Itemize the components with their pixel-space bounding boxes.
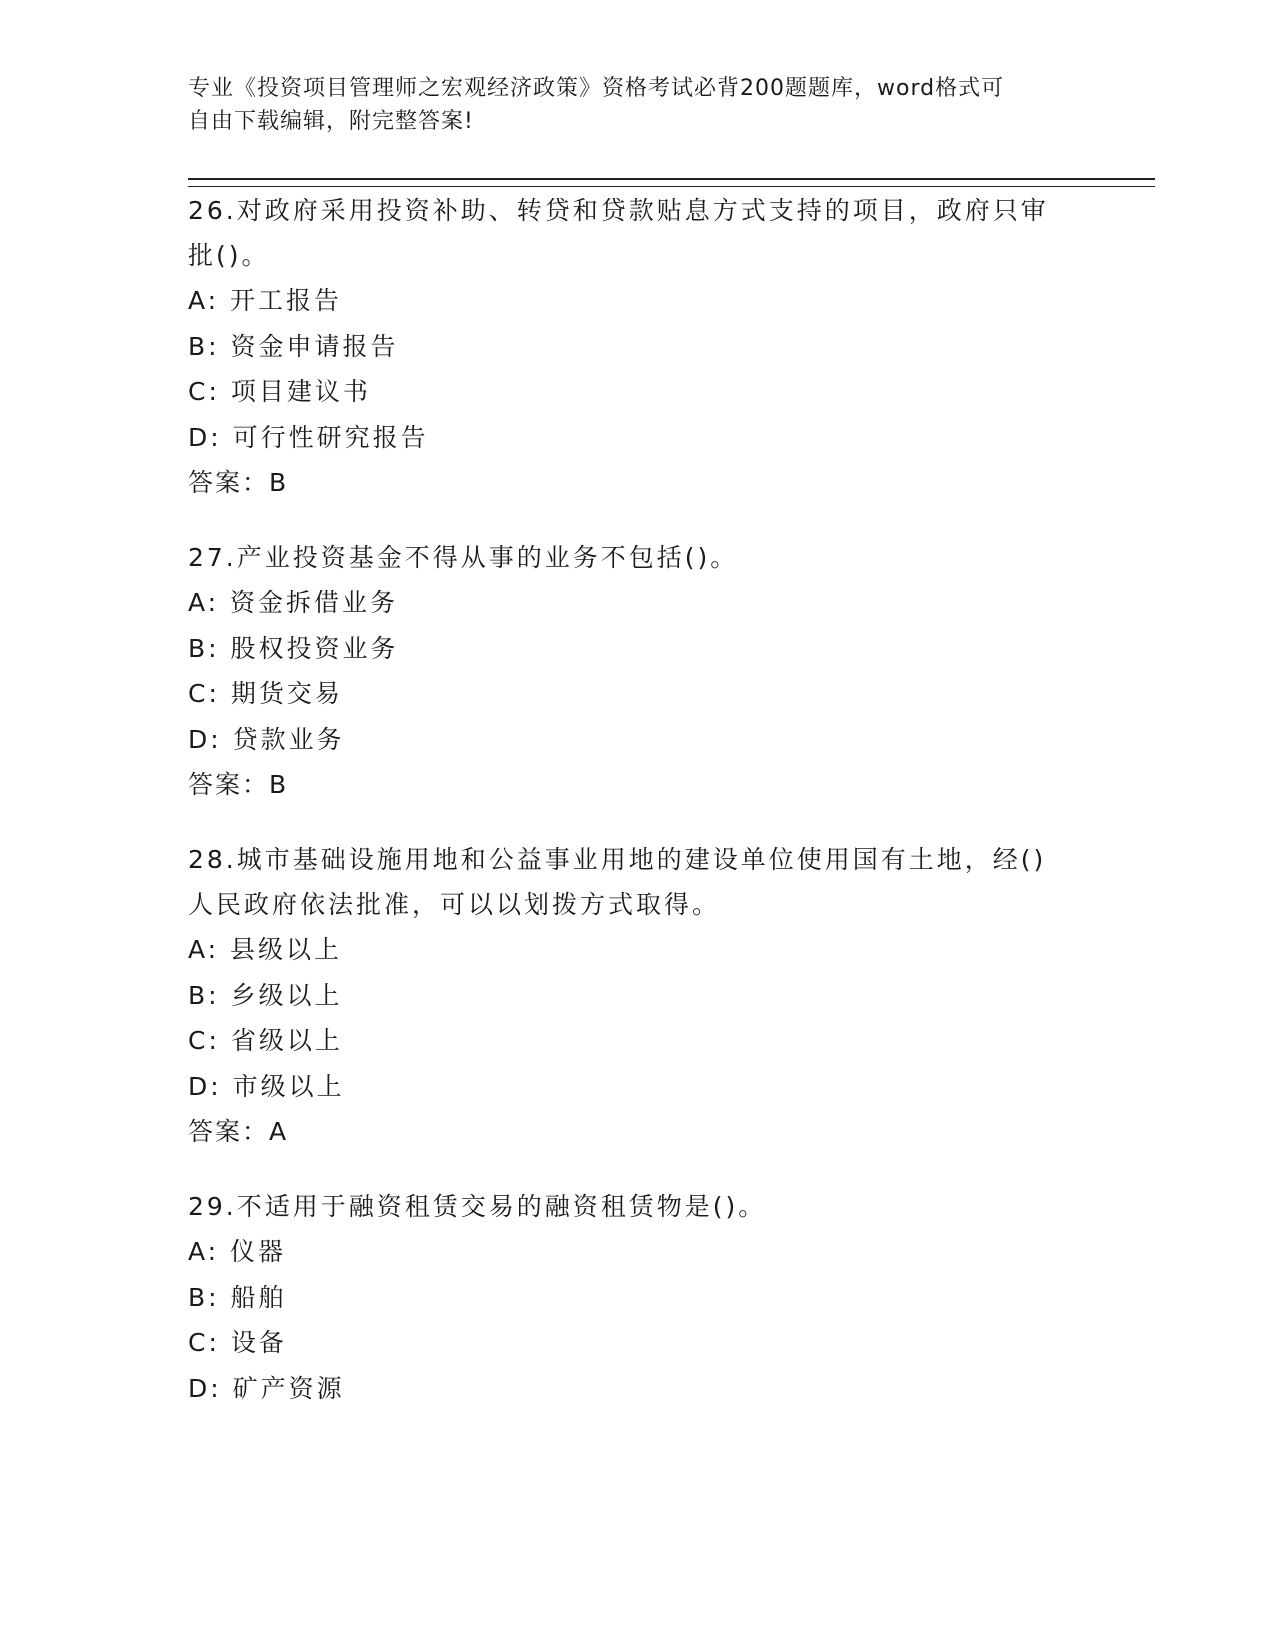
answer-line: 答案：B xyxy=(188,468,289,497)
option-c: C: 期货交易 xyxy=(188,679,343,708)
answer-line: 答案：B xyxy=(188,770,289,799)
option-c: C: 省级以上 xyxy=(188,1026,343,1055)
document-header xyxy=(188,72,1068,138)
option-b: B: 船舶 xyxy=(188,1282,287,1312)
option-a: A: 县级以上 xyxy=(188,935,343,964)
header-line-2: 自由下载编辑，附完整答案! xyxy=(188,109,474,134)
question-27 xyxy=(188,535,1088,807)
question-26 xyxy=(188,188,1088,505)
question-29 xyxy=(188,1184,1088,1411)
option-d: D: 市级以上 xyxy=(188,1071,345,1101)
question-28 xyxy=(188,837,1088,1154)
option-d: D: 可行性研究报告 xyxy=(188,422,429,452)
question-stem: 26.对政府采用投资补助、转贷和贷款贴息方式支持的项目，政府只审 xyxy=(188,196,1049,225)
option-a: A: 开工报告 xyxy=(188,286,343,315)
question-list xyxy=(188,188,1088,1441)
option-a: A: 仪器 xyxy=(188,1237,287,1266)
option-b: B: 资金申请报告 xyxy=(188,331,399,361)
answer-line: 答案：A xyxy=(188,1117,289,1146)
question-stem-continued: 人民政府依法批准，可以以划拨方式取得。 xyxy=(188,890,721,919)
header-line-1: 专业《投资项目管理师之宏观经济政策》资格考试必背200题题库，word格式可 xyxy=(188,76,1005,101)
option-c: C: 设备 xyxy=(188,1328,287,1357)
question-stem: 27.产业投资基金不得从事的业务不包括()。 xyxy=(188,543,739,572)
option-b: B: 股权投资业务 xyxy=(188,633,399,663)
question-stem-continued: 批()。 xyxy=(188,241,270,270)
header-divider xyxy=(188,178,1155,187)
option-a: A: 资金拆借业务 xyxy=(188,588,399,617)
question-stem: 29.不适用于融资租赁交易的融资租赁物是()。 xyxy=(188,1192,767,1221)
question-stem: 28.城市基础设施用地和公益事业用地的建设单位使用国有土地，经() xyxy=(188,845,1047,874)
option-d: D: 贷款业务 xyxy=(188,724,345,754)
option-d: D: 矿产资源 xyxy=(188,1373,345,1403)
option-c: C: 项目建议书 xyxy=(188,377,371,406)
option-b: B: 乡级以上 xyxy=(188,980,343,1010)
